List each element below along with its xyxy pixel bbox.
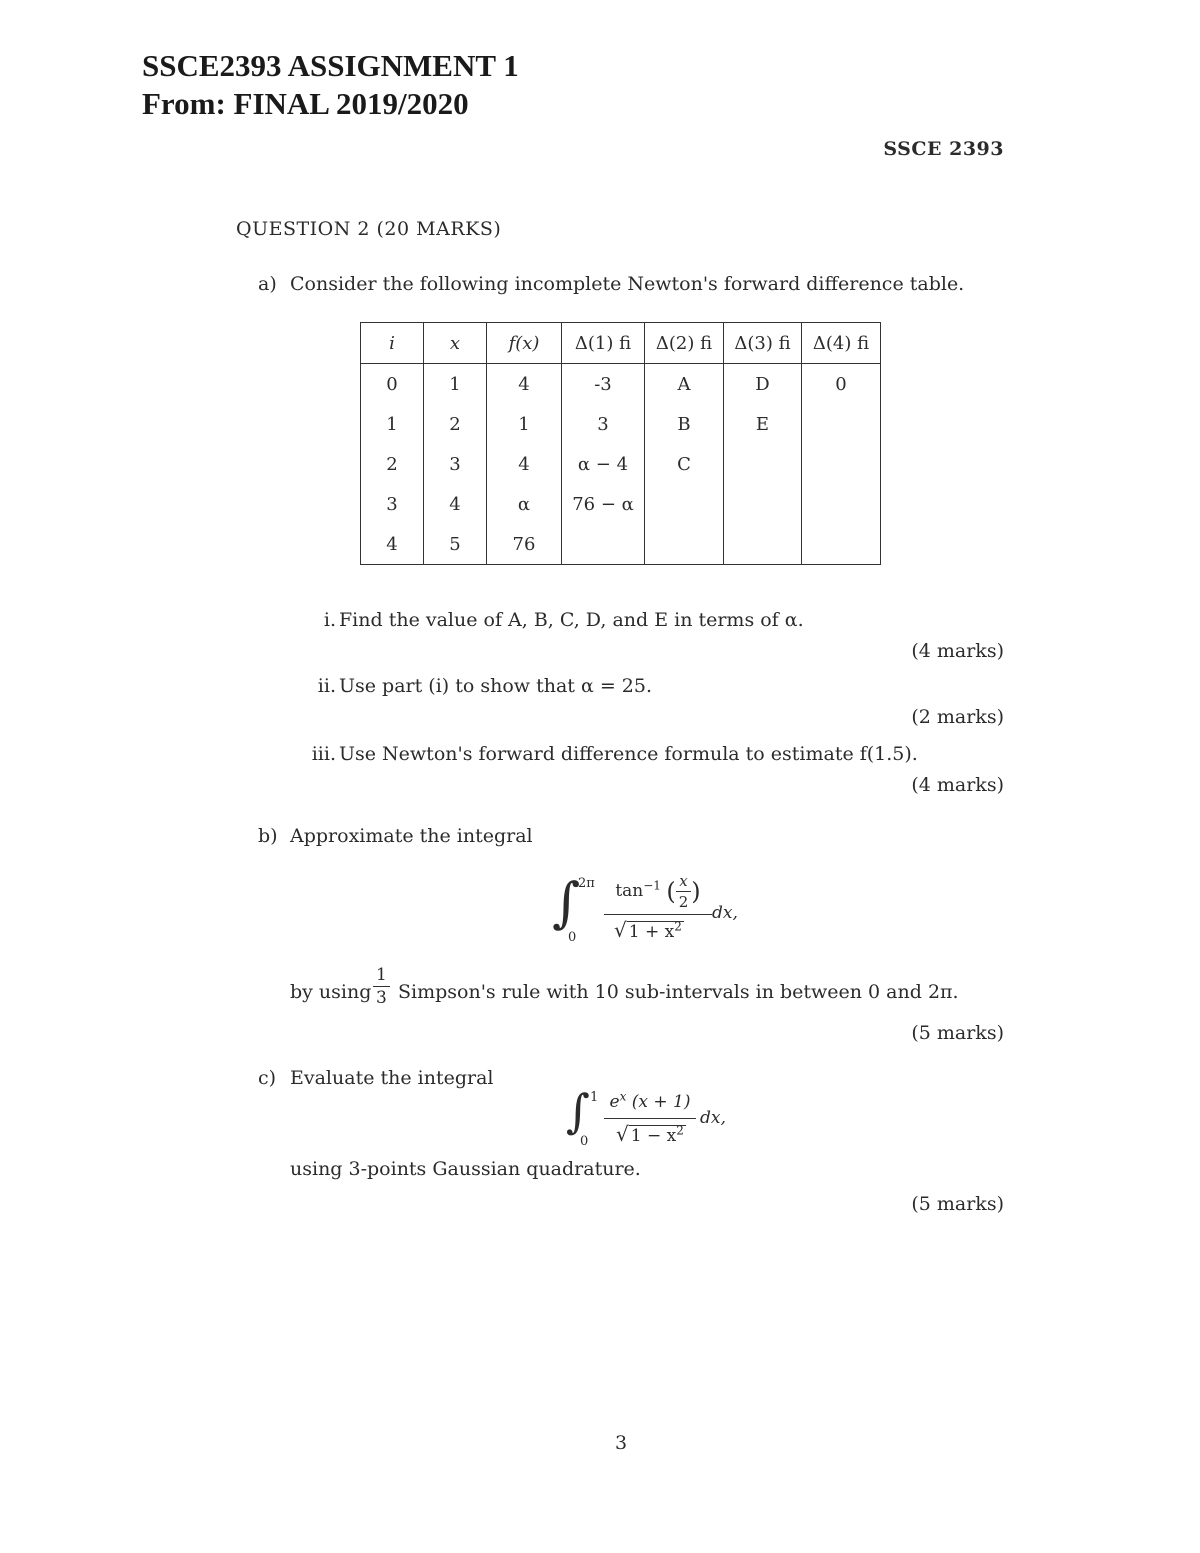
col-header-i: i (361, 323, 424, 364)
table-cell: E (724, 404, 802, 444)
upper-limit: 2π (578, 876, 595, 891)
subpart-ii-text: Use part (i) to show that α = 25. (339, 675, 652, 697)
col-header-delta4: Δ(4) fi (802, 323, 881, 364)
table-cell: 1 (361, 404, 424, 444)
integral-sign: ∫ (566, 1084, 590, 1138)
integrand-denominator: √ $1 - x^2$ (616, 1122, 684, 1146)
col-header-x: x (424, 323, 487, 364)
integrand-numerator: $e^x$ (x + 1) (609, 1089, 691, 1112)
subpart-iii-marks: (4 marks) (911, 774, 1004, 796)
col-header-delta2: Δ(2) fi (645, 323, 724, 364)
table-cell: 4 (424, 484, 487, 524)
col-header-delta3: Δ(3) fi (724, 323, 802, 364)
table-cell: 76 − α (562, 484, 645, 524)
table-cell: 0 (802, 364, 881, 405)
table-cell (562, 524, 645, 565)
table-cell: D (724, 364, 802, 405)
table-cell (802, 444, 881, 484)
table-cell: A (645, 364, 724, 405)
part-c-label: c) (258, 1067, 277, 1089)
part-b-text-before: by using (290, 981, 372, 1003)
difference-table (360, 322, 881, 565)
integral-sign: ∫ (552, 871, 581, 934)
fraction-bar (604, 1118, 696, 1119)
col-header-fx: f(x) (487, 323, 562, 364)
subpart-i-marks: (4 marks) (911, 640, 1004, 662)
integrand-numerator: $\tan^{-1}$ ( $\frac{x}{2}$ ) (615, 872, 701, 911)
subpart-iii-text: Use Newton's forward difference formula to estimate f(1.5). (339, 743, 918, 765)
part-b-marks: (5 marks) (911, 1022, 1004, 1044)
table-row (361, 524, 881, 565)
table-cell: C (645, 444, 724, 484)
table-cell: B (645, 404, 724, 444)
table-cell: 1 (424, 364, 487, 405)
part-a-label: a) (258, 273, 277, 295)
part-c-after: using 3-points Gaussian quadrature. (290, 1158, 641, 1180)
question-title: QUESTION 2 (20 MARKS) (236, 218, 502, 240)
integrand-denominator: √ $1 + x^2$ (614, 918, 682, 942)
table-cell: 1 (487, 404, 562, 444)
table-cell (724, 524, 802, 565)
fraction-bar (604, 914, 712, 915)
table-cell: 3 (361, 484, 424, 524)
one-third-fraction: $\frac{1}{3}$ (373, 965, 390, 1008)
differential: dx, (700, 1108, 726, 1128)
integral-c (566, 1084, 766, 1152)
subpart-i-label: i. (323, 609, 336, 631)
table-cell: 2 (361, 444, 424, 484)
table-cell (724, 444, 802, 484)
table-cell: 4 (487, 444, 562, 484)
table-cell (802, 484, 881, 524)
course-code: SSCE 2393 (883, 138, 1004, 160)
part-b-text-after: Simpson's rule with 10 sub-intervals in between 0 and 2π. (398, 981, 959, 1003)
table-cell: 76 (487, 524, 562, 565)
upper-limit: 1 (590, 1090, 599, 1105)
table-cell: 2 (424, 404, 487, 444)
table-cell: 3 (424, 444, 487, 484)
differential: dx, (712, 903, 738, 923)
part-c-intro: Evaluate the integral (290, 1067, 494, 1089)
table-cell: 5 (424, 524, 487, 565)
subpart-ii-marks: (2 marks) (911, 706, 1004, 728)
table-row (361, 404, 881, 444)
table-row (361, 364, 881, 405)
col-header-delta1: Δ(1) fi (562, 323, 645, 364)
table-cell (802, 404, 881, 444)
subpart-i-text: Find the value of A, B, C, D, and E in terms of α. (339, 609, 804, 631)
subpart-iii-label: iii. (311, 743, 336, 765)
table-cell: 3 (562, 404, 645, 444)
table-cell (645, 524, 724, 565)
lower-limit: 0 (580, 1134, 589, 1149)
part-b-intro: Approximate the integral (290, 825, 533, 847)
assignment-title: SSCE2393 ASSIGNMENT 1 (142, 48, 519, 83)
table-cell (645, 484, 724, 524)
subpart-ii-label: ii. (317, 675, 336, 697)
table-row (361, 444, 881, 484)
part-a-intro: Consider the following incomplete Newton's forward difference table. (290, 273, 965, 295)
table-row (361, 484, 881, 524)
table-cell: 4 (487, 364, 562, 405)
part-b-label: b) (258, 825, 278, 847)
table-cell (724, 484, 802, 524)
source-subtitle: From: FINAL 2019/2020 (142, 86, 469, 121)
table-cell: 4 (361, 524, 424, 565)
table-cell (802, 524, 881, 565)
lower-limit: 0 (568, 930, 577, 945)
part-c-marks: (5 marks) (911, 1193, 1004, 1215)
table-header-row (361, 323, 881, 364)
table-cell: -3 (562, 364, 645, 405)
integral-b (552, 870, 782, 950)
table-cell: 0 (361, 364, 424, 405)
table-cell: α − 4 (562, 444, 645, 484)
page-number: 3 (614, 1432, 628, 1454)
table-cell: α (487, 484, 562, 524)
